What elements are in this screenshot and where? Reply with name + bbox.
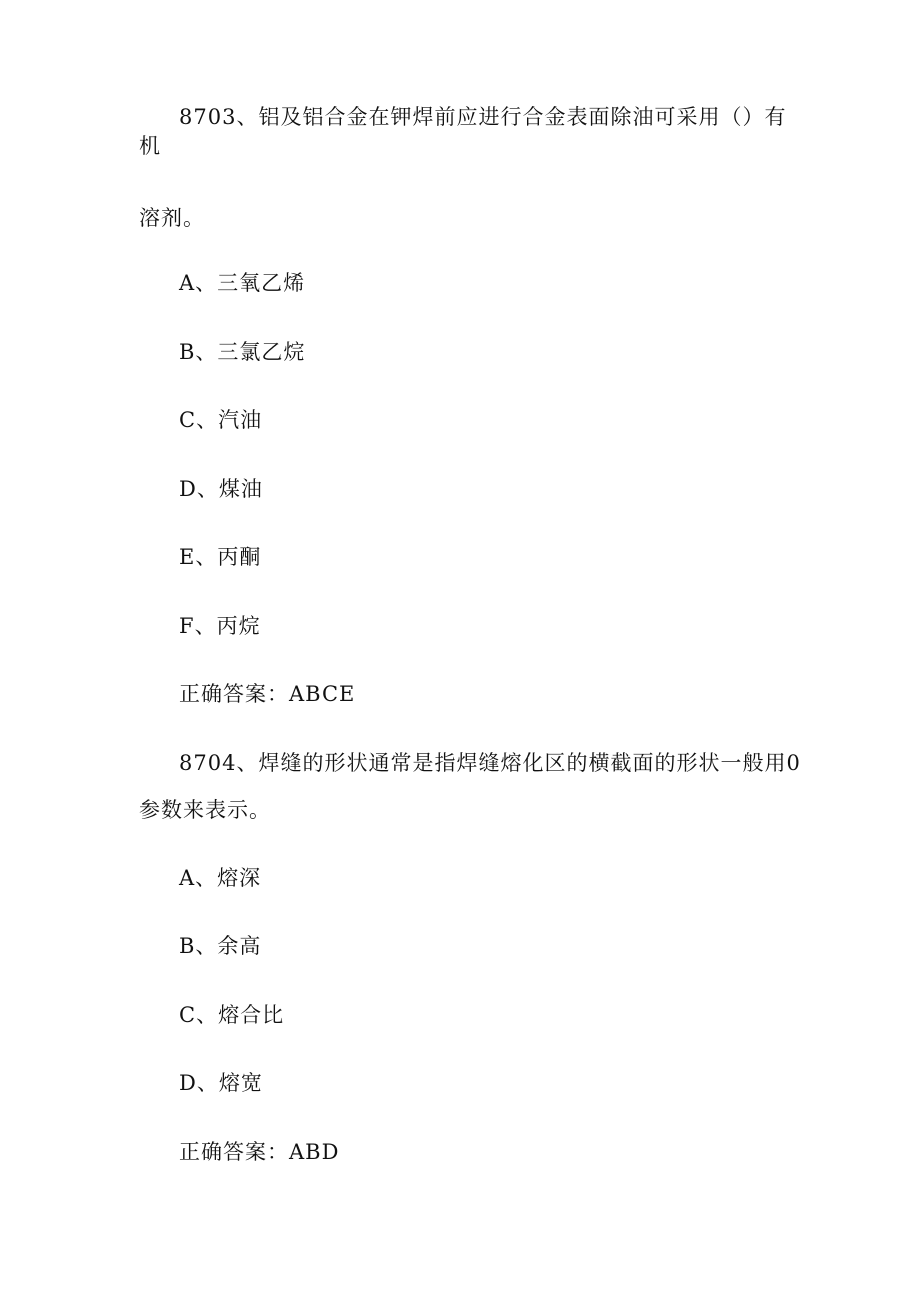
question-stem-line: 机 xyxy=(139,134,161,158)
question-stem-line: 8704、焊缝的形状通常是指焊缝熔化区的横截面的形状一般用0 xyxy=(179,751,801,775)
option-f: F、丙烷 xyxy=(179,614,261,638)
option-b: B、三氯乙烷 xyxy=(179,340,306,364)
option-c: C、汽油 xyxy=(179,408,263,432)
option-d: D、熔宽 xyxy=(179,1071,263,1095)
question-stem-line: 参数来表示。 xyxy=(139,798,271,822)
correct-answer: 正确答案：ABCE xyxy=(179,682,356,706)
option-c: C、熔合比 xyxy=(179,1003,285,1027)
option-a: A、三氧乙烯 xyxy=(179,271,306,295)
option-b: B、余高 xyxy=(179,934,262,958)
correct-answer: 正确答案：ABD xyxy=(179,1140,340,1164)
option-a: A、熔深 xyxy=(179,866,262,890)
question-stem-line: 溶剂。 xyxy=(139,206,205,230)
question-stem-line: 8703、铝及铝合金在钾焊前应进行合金表面除油可采用（）有 xyxy=(179,105,787,129)
option-d: D、煤油 xyxy=(179,477,263,501)
option-e: E、丙酮 xyxy=(179,545,262,569)
